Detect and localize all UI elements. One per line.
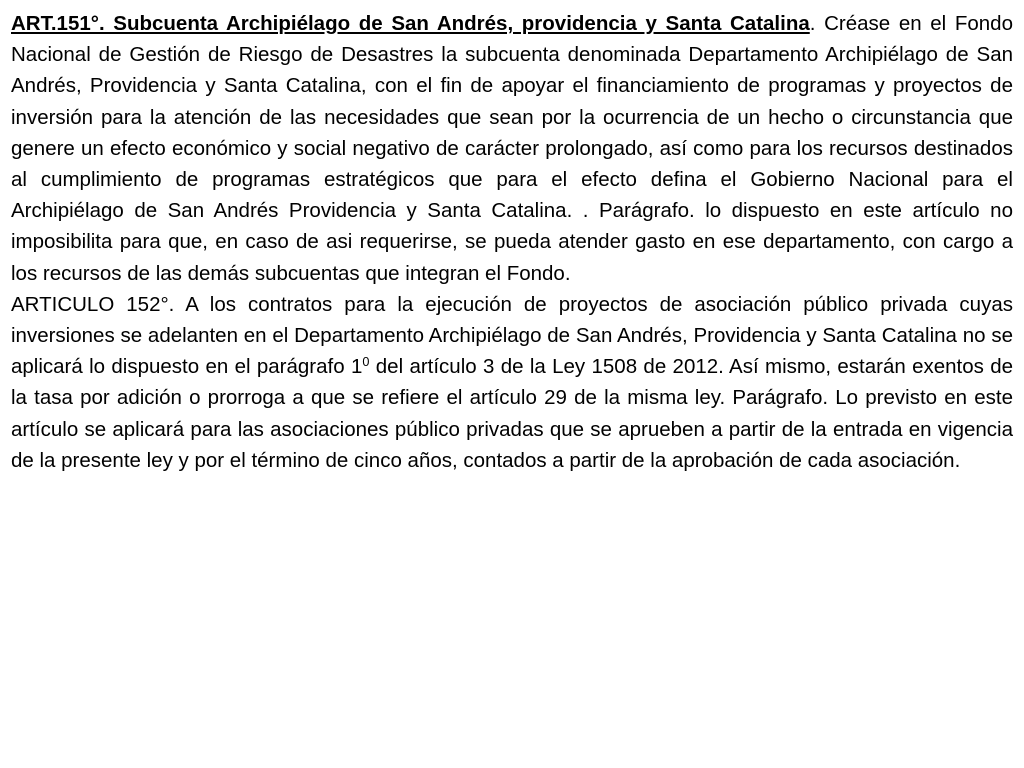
article-151-paragraph bbox=[11, 8, 1013, 289]
article-152-paragraph bbox=[11, 289, 1013, 476]
article-152-text-start: ARTICULO 152°. A los contratos para la ejecución de proyectos de asociación público privada cuyas inversiones se adelanten en el Departamento Archipiélago de San Andrés, Providencia y Santa Catalina no se aplicará lo dispuesto en el parágrafo 1 bbox=[11, 292, 1013, 379]
article-152-text-end: del artículo 3 de la Ley 1508 de 2012. Así mismo, estarán exentos de la tasa por adición o prorroga a que se refiere el artículo 29 de la misma ley. Parágrafo. Lo previsto en este artículo se aplicará para las asociaciones público privadas que se aprueben a partir de la entrada en vigencia de la presente ley y por el término de cinco años, contados a partir de la aprobación de cada asociación. bbox=[11, 355, 1013, 472]
article-152-superscript: 0 bbox=[362, 354, 370, 370]
slide-content bbox=[11, 8, 1013, 476]
article-151-body: . Créase en el Fondo Nacional de Gestión de Riesgo de Desastres la subcuenta denominada Departamento Archipiélago de San Andrés, Providencia y Santa Catalina, con el fin de apoyar el financiamiento de programas y proyectos de inversión para la atención de las necesidades que sean por la ocurrencia de un hecho o circunstancia que genere un efecto económico y social negativo de carácter prolongado, así como para los recursos destinados al cumplimiento de programas estratégicos que para el efecto defina el Gobierno Nacional para el Archipiélago de San Andrés Providencia y Santa Catalina. . Parágrafo. lo dispuesto en este artículo no imposibilita para que, en caso de asi requerirse, se pueda atender gasto en ese departamento, con cargo a los recursos de las demás subcuentas que integran el Fondo. bbox=[11, 12, 1013, 285]
article-151-heading: ART.151°. Subcuenta Archipiélago de San Andrés, providencia y Santa Catalina bbox=[11, 12, 810, 35]
